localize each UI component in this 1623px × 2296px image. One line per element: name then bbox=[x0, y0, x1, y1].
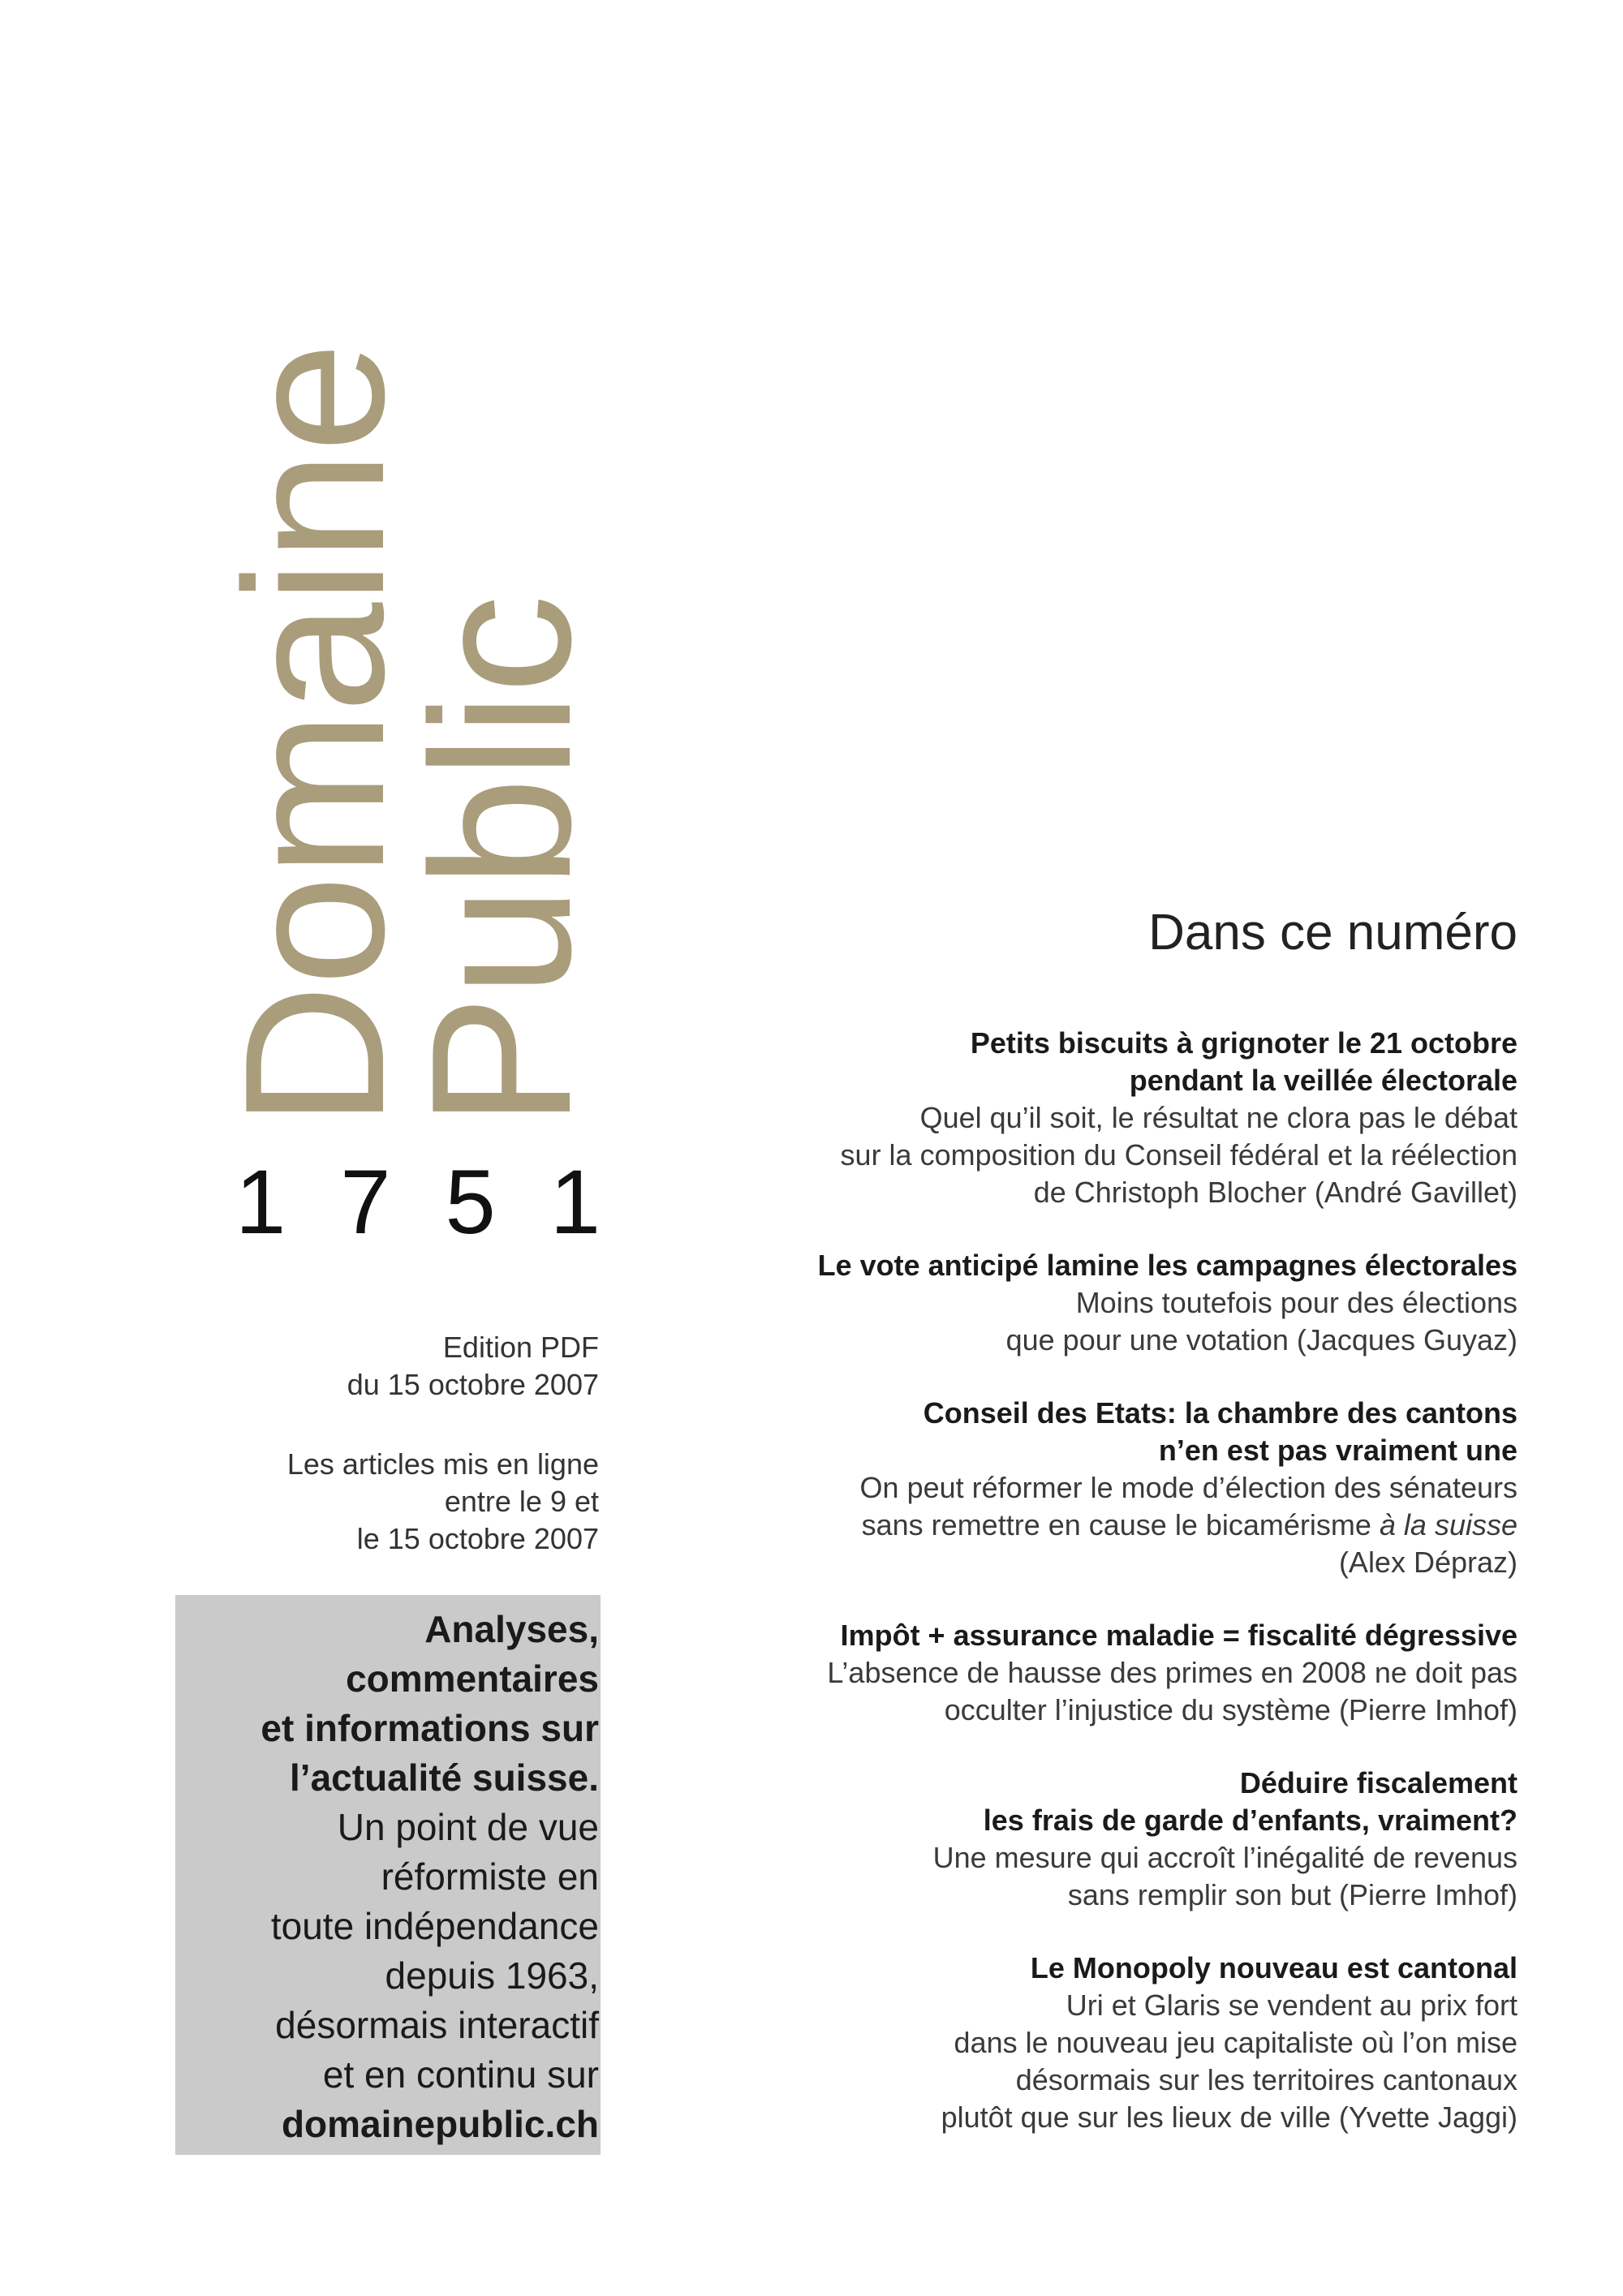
toc-item[interactable] bbox=[641, 1950, 1518, 2136]
toc-item-title[interactable]: Le Monopoly nouveau est cantonal bbox=[1030, 1951, 1518, 1984]
tagline-line: réformiste en bbox=[381, 1855, 599, 1898]
tagline-line: désormais interactif bbox=[275, 2004, 599, 2046]
articles-range-line: entre le 9 et bbox=[444, 1485, 599, 1518]
edition-line: Edition PDF bbox=[442, 1331, 599, 1364]
toc-heading: Dans ce numéro bbox=[1148, 905, 1518, 961]
toc-item-title[interactable]: Impôt + assurance maladie = fiscalité dégressive bbox=[840, 1619, 1518, 1652]
toc-item-summary: Uri et Glaris se vendent au prix fort dans le nouveau jeu capitaliste où l’on mise désormais sur les territoires cantonaux plutôt que sur les lieux de ville (Yvette Jaggi) bbox=[941, 1989, 1518, 2134]
edition-date: du 15 octobre 2007 bbox=[347, 1368, 599, 1401]
articles-range-line: Les articles mis en ligne bbox=[286, 1447, 599, 1481]
toc-item-summary: Une mesure qui accroît l’inégalité de revenus sans remplir son but (Pierre Imhof) bbox=[932, 1841, 1518, 1911]
issue-digit: 7 bbox=[340, 1151, 391, 1253]
site-link[interactable]: domainepublic.ch bbox=[281, 2103, 599, 2145]
masthead bbox=[0, 0, 617, 1136]
toc-item[interactable] bbox=[641, 1247, 1518, 1359]
toc-item-summary: Moins toutefois pour des élections que pour une votation (Jacques Guyaz) bbox=[1005, 1286, 1518, 1357]
toc-item[interactable] bbox=[641, 1765, 1518, 1914]
issue-digit: 5 bbox=[445, 1151, 496, 1253]
toc-item-title[interactable]: Déduire fiscalement les frais de garde d’enfants, vraiment? bbox=[983, 1766, 1518, 1837]
tagline-bold-line: et informations sur bbox=[260, 1707, 599, 1749]
issue-number bbox=[235, 1152, 601, 1252]
tagline-line: toute indépendance bbox=[270, 1905, 599, 1947]
issue-digit: 1 bbox=[235, 1151, 286, 1253]
tagline-line: depuis 1963, bbox=[385, 1954, 599, 1997]
tagline-bold-line: l’actualité suisse. bbox=[290, 1756, 599, 1799]
masthead-title-domaine: Domaine bbox=[203, 343, 425, 1128]
masthead-title-public: Public bbox=[390, 595, 612, 1128]
toc-item[interactable] bbox=[641, 1395, 1518, 1581]
tagline-box bbox=[175, 1595, 601, 2155]
toc-item[interactable] bbox=[641, 1617, 1518, 1729]
articles-range bbox=[193, 1446, 599, 1558]
table-of-contents bbox=[641, 896, 1518, 2172]
toc-item-title[interactable]: Conseil des Etats: la chambre des cantons n’en est pas vraiment une bbox=[923, 1396, 1518, 1467]
toc-item-summary: On peut réformer le mode d’élection des sénateurs sans remettre en cause le bicamérisme à la suisse (Alex Dépraz) bbox=[859, 1471, 1518, 1579]
toc-item-summary: L’absence de hausse des primes en 2008 ne doit pas occulter l’injustice du système (Pierre Imhof) bbox=[827, 1656, 1518, 1726]
tagline-line: et en continu sur bbox=[322, 2053, 599, 2096]
toc-item-title[interactable]: Le vote anticipé lamine les campagnes électorales bbox=[817, 1249, 1518, 1282]
toc-item-title[interactable]: Petits biscuits à grignoter le 21 octobre pendant la veillée électorale bbox=[970, 1026, 1518, 1097]
issue-digit: 1 bbox=[549, 1151, 601, 1253]
edition-info bbox=[193, 1329, 599, 1404]
toc-item[interactable] bbox=[641, 1025, 1518, 1211]
toc-item-summary: Quel qu’il soit, le résultat ne clora pas le débat sur la composition du Conseil fédéral et la réélection de Christoph Blocher (André Gavillet) bbox=[840, 1101, 1518, 1209]
articles-range-line: le 15 octobre 2007 bbox=[356, 1522, 599, 1555]
tagline-line: Un point de vue bbox=[337, 1806, 599, 1848]
tagline-bold-line: commentaires bbox=[346, 1658, 599, 1700]
tagline-bold-line: Analyses, bbox=[424, 1608, 599, 1650]
